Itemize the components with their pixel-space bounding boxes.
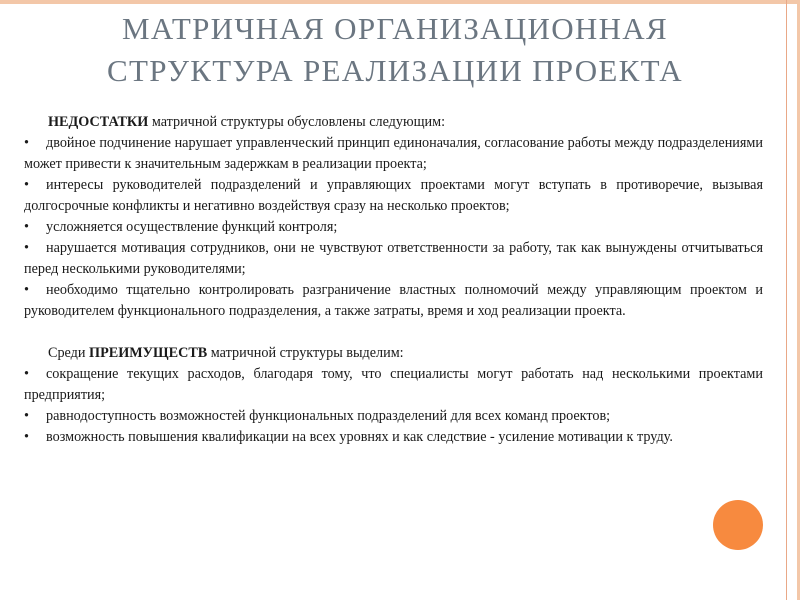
disadvantage-item: • нарушается мотивация сотрудников, они не чувствуют ответственности за работу, так как вынуждены отчитываться перед несколькими руководителями;	[24, 240, 763, 277]
bullet-icon: •	[24, 240, 29, 256]
bullet-icon: •	[24, 366, 29, 382]
slide-title-line-1: МАТРИЧНАЯ ОРГАНИЗАЦИОННАЯ	[122, 11, 668, 46]
disadvantage-item: • усложняется осуществление функций контроля;	[24, 217, 763, 238]
disadvantages-intro	[24, 112, 763, 133]
disadvantages-keyword: НЕДОСТАТКИ	[48, 114, 149, 130]
section-spacer	[24, 322, 763, 343]
disadvantage-item: • двойное подчинение нарушает управленческий принцип единоначалия, согласование работы между подразделениями может привести к значительным задержкам в реализации проекта;	[24, 135, 763, 172]
slide-body	[24, 112, 763, 448]
bullet-icon: •	[24, 282, 29, 298]
bullet-icon: •	[24, 135, 29, 151]
advantage-item: • равнодоступность возможностей функциональных подразделений для всех команд проектов;	[24, 406, 763, 427]
bullet-icon: •	[24, 177, 29, 193]
bullet-icon: •	[24, 408, 29, 424]
advantages-keyword: ПРЕИМУЩЕСТВ	[89, 345, 208, 361]
frame-top-border	[0, 0, 800, 4]
slide-title	[30, 8, 760, 92]
decorative-orange-circle	[713, 500, 763, 550]
bullet-icon: •	[24, 429, 29, 445]
advantages-intro: Среди ПРЕИМУЩЕСТВ матричной структуры выделим:	[48, 345, 404, 361]
disadvantages-intro-text: матричной структуры обусловлены следующим:	[148, 114, 446, 130]
advantages-intro-text: матричной структуры выделим:	[207, 345, 404, 361]
slide-title-line-2: СТРУКТУРА РЕАЛИЗАЦИИ ПРОЕКТА	[107, 53, 683, 88]
advantage-item: • сокращение текущих расходов, благодаря тому, что специалисты могут работать над несколькими проектами предприятия;	[24, 366, 763, 403]
disadvantage-item: • интересы руководителей подразделений и управляющих проектами могут вступать в противоречие, вызывая долгосрочные конфликты и негативно воздействуя сразу на несколько проектов;	[24, 177, 763, 214]
bullet-icon: •	[24, 219, 29, 235]
disadvantage-item: • необходимо тщательно контролировать разграничение властных полномочий между управляющим проектом и руководителем функционального подразделения, а также затраты, время и ход реализации проекта.	[24, 282, 763, 319]
advantage-item: • возможность повышения квалификации на всех уровнях и как следствие - усиление мотивации к труду.	[24, 427, 763, 448]
decorative-vertical-line	[786, 0, 787, 600]
